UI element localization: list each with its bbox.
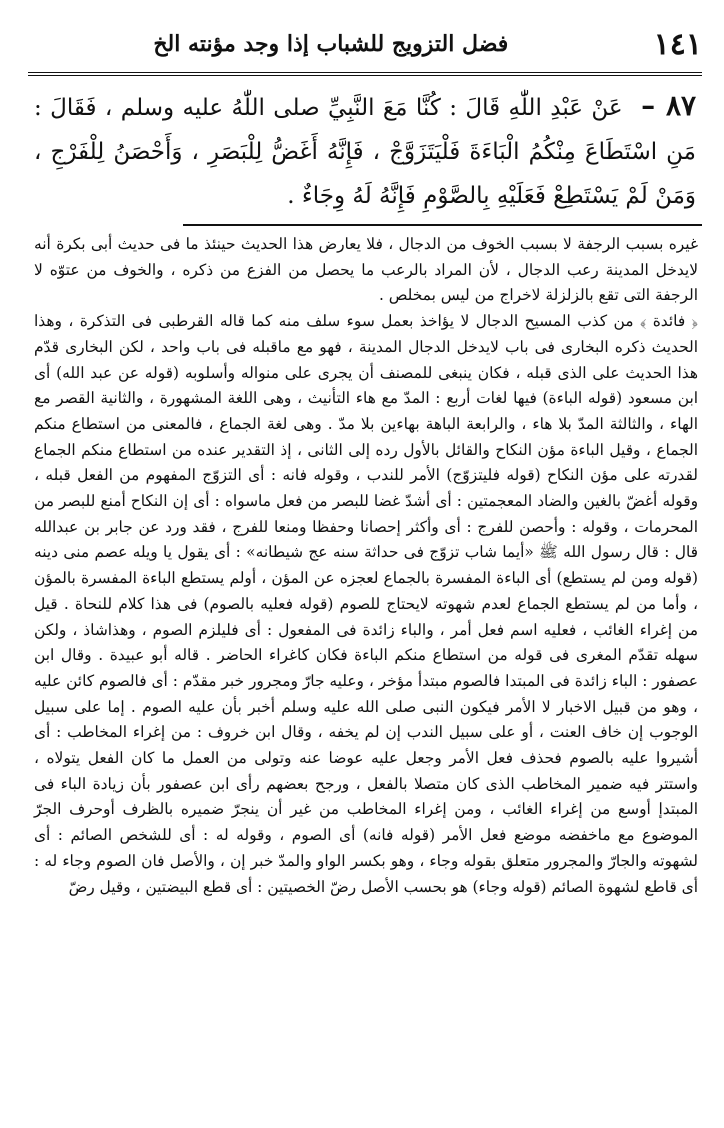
section-divider <box>183 224 702 226</box>
commentary-paragraph-2: ﴿ فائدة ﴾ من كذب المسيح الدجال لا يؤاخذ بعمل سوء سلف منه كما قاله القرطبى فى التذكرة ، وهذا الحديث ذكره البخارى فى باب لايدخل الدجال المدينة ، فهو مع ماقبله فى باب واحد ، لكن البخارى قدّم هذا الحديث على الذى قبله ، فكان ينبغى للمصنف أن يجرى على منواله وأسلوبه (قوله عن عبد الله) أى ابن مسعود (قوله الباءة) فيها لغات أربع : المدّ مع هاء التأنيث ، وهى اللغة المشهورة ، والثانية القصر مع الهاء ، والثالثة المدّ بلا هاء ، والرابعة الباهة بهاءين بلا مدّ . وهى لغة الجماع ، فالمعنى من استطاع منكم الجماع ، وقيل الباءة مؤن النكاح والقائل بالأول رده إلى الثانى ، إذ التقدير عنده من استطاع منكم الجماع لقدرته على مؤن النكاح (قوله فليتزوّج) الأمر للندب ، وقوله فانه : أى التزوّج المفهوم من الفعل قبله ، وقوله أغضّ بالغين والضاد المعجمتين : أى أشدّ غضا للبصر من فعل ماسواه : أى إن النكاح أمنع للبصر من المحرمات ، وقوله : وأحصن للفرج : أى وأكثر إحصانا وحفظا ومنعا للفرج ، فقد ورد عن جابر بن عبدالله قال : قال رسول الله ﷺ «أيما شاب تزوّج فى حداثة سنه عج شيطانه» : أى يقول يا ويله عصم منى دينه (قوله ومن لم يستطع) أى الباءة المفسرة بالجماع لعجزه عن المؤن ، أولم يستطع الباءة المفسرة بالمؤن ، وأما من لم يستطع الجماع لعدم شهوته لايحتاج للصوم (قوله فعليه بالصوم) فى هذا كلام للنحاة . قيل من إغراء الغائب ، فعليه اسم فعل أمر ، والباء زائدة فى المفعول : أى فليلزم الصوم ، وهذاشاذ ، ولكن سهله تقدّم المغرى فى قوله من استطاع منكم الباءة فكان كاغراء الحاضر . قاله أبو عبيدة . وقال ابن عصفور : الباء زائدة فى المبتدا فالصوم مبتدأ مؤخر ، وعليه جارّ ومجرور خبر مقدّم : أى فالصوم كائن عليه ، وهو من قبيل الاخبار لا الأمر فيكون النبى صلى الله عليه وسلم أخبر بأن عليه الصوم . إما على سبيل الوجوب إن خاف العنت ، أو على سبيل الندب إن لم يخفه ، وقال ابن خروف : من إغراء المخاطب : أى أشيروا عليه بالصوم فحذف فعل الأمر وجعل عليه عوضا عنه وتولى من العمل ما كان الفعل يتولاه ، واستتر فيه ضمير المخاطب الذى كان متصلا بالفعل ، ورجح بعضهم رأى ابن عصفور بأن زيادة الباء فى المبتدإ أوسع من إغراء الغائب ، ومن إغراء المخاطب من غير أن ينجرّ ضميره بالظرف أوحرف الجرّ الموضوع مع ماخفضه موضع فعل الأمر (قوله فانه) أى الصوم ، وقوله له : أى للشخص الصائم : أى لشهوته والجارّ والمجرور متعلق بقوله وجاء ، وهو بكسر الواو والمدّ خبر إن ، والأصل فان الصوم وجاء له : أى قاطع لشهوة الصائم (قوله وجاء) هو بحسب الأصل رضّ الخصيتين : أى قطع البيضتين ، وقيل رضّ <box>34 312 698 896</box>
page-header <box>28 18 702 70</box>
hadith-number: ٨٧ – <box>641 89 697 122</box>
hadith-text: عَنْ عَبْدِ اللّٰهِ قَالَ : كُنَّا مَعَ النَّبِيِّ صلى اللّٰهُ عليه وسلم ، فَقَالَ : مَنِ اسْتَطَاعَ مِنْكُمُ الْبَاءَةَ فَلْيَتَزَوَّجْ ، فَإِنَّهُ أَغَضُّ لِلْبَصَرِ ، وَأَحْصَنُ لِلْفَرْجِ ، وَمَنْ لَمْ يَسْتَطِعْ فَعَلَيْهِ بِالصَّوْمِ فَإِنَّهُ لَهُ وِجَاءٌ . <box>34 95 696 209</box>
running-title: فضل التزويج للشباب إذا وجد مؤنته الخ <box>153 31 509 57</box>
header-rule <box>28 72 702 76</box>
commentary-paragraph-1: غيره بسبب الرجفة لا بسبب الخوف من الدجال ، فلا يعارض هذا الحديث حينئذ ما فى حديث أبى بكرة أنه لايدخل المدينة رعب الدجال ، لأن المراد بالرعب ما يحصل من الفزع من ذكره ، والخوف من عتوّه لا الرجفة التى تقع بالزلزلة لاخراج من ليس بمخلص . <box>34 235 698 305</box>
hadith-text-block <box>34 84 696 218</box>
page-number: ١٤١ <box>653 26 702 62</box>
commentary <box>34 232 698 900</box>
